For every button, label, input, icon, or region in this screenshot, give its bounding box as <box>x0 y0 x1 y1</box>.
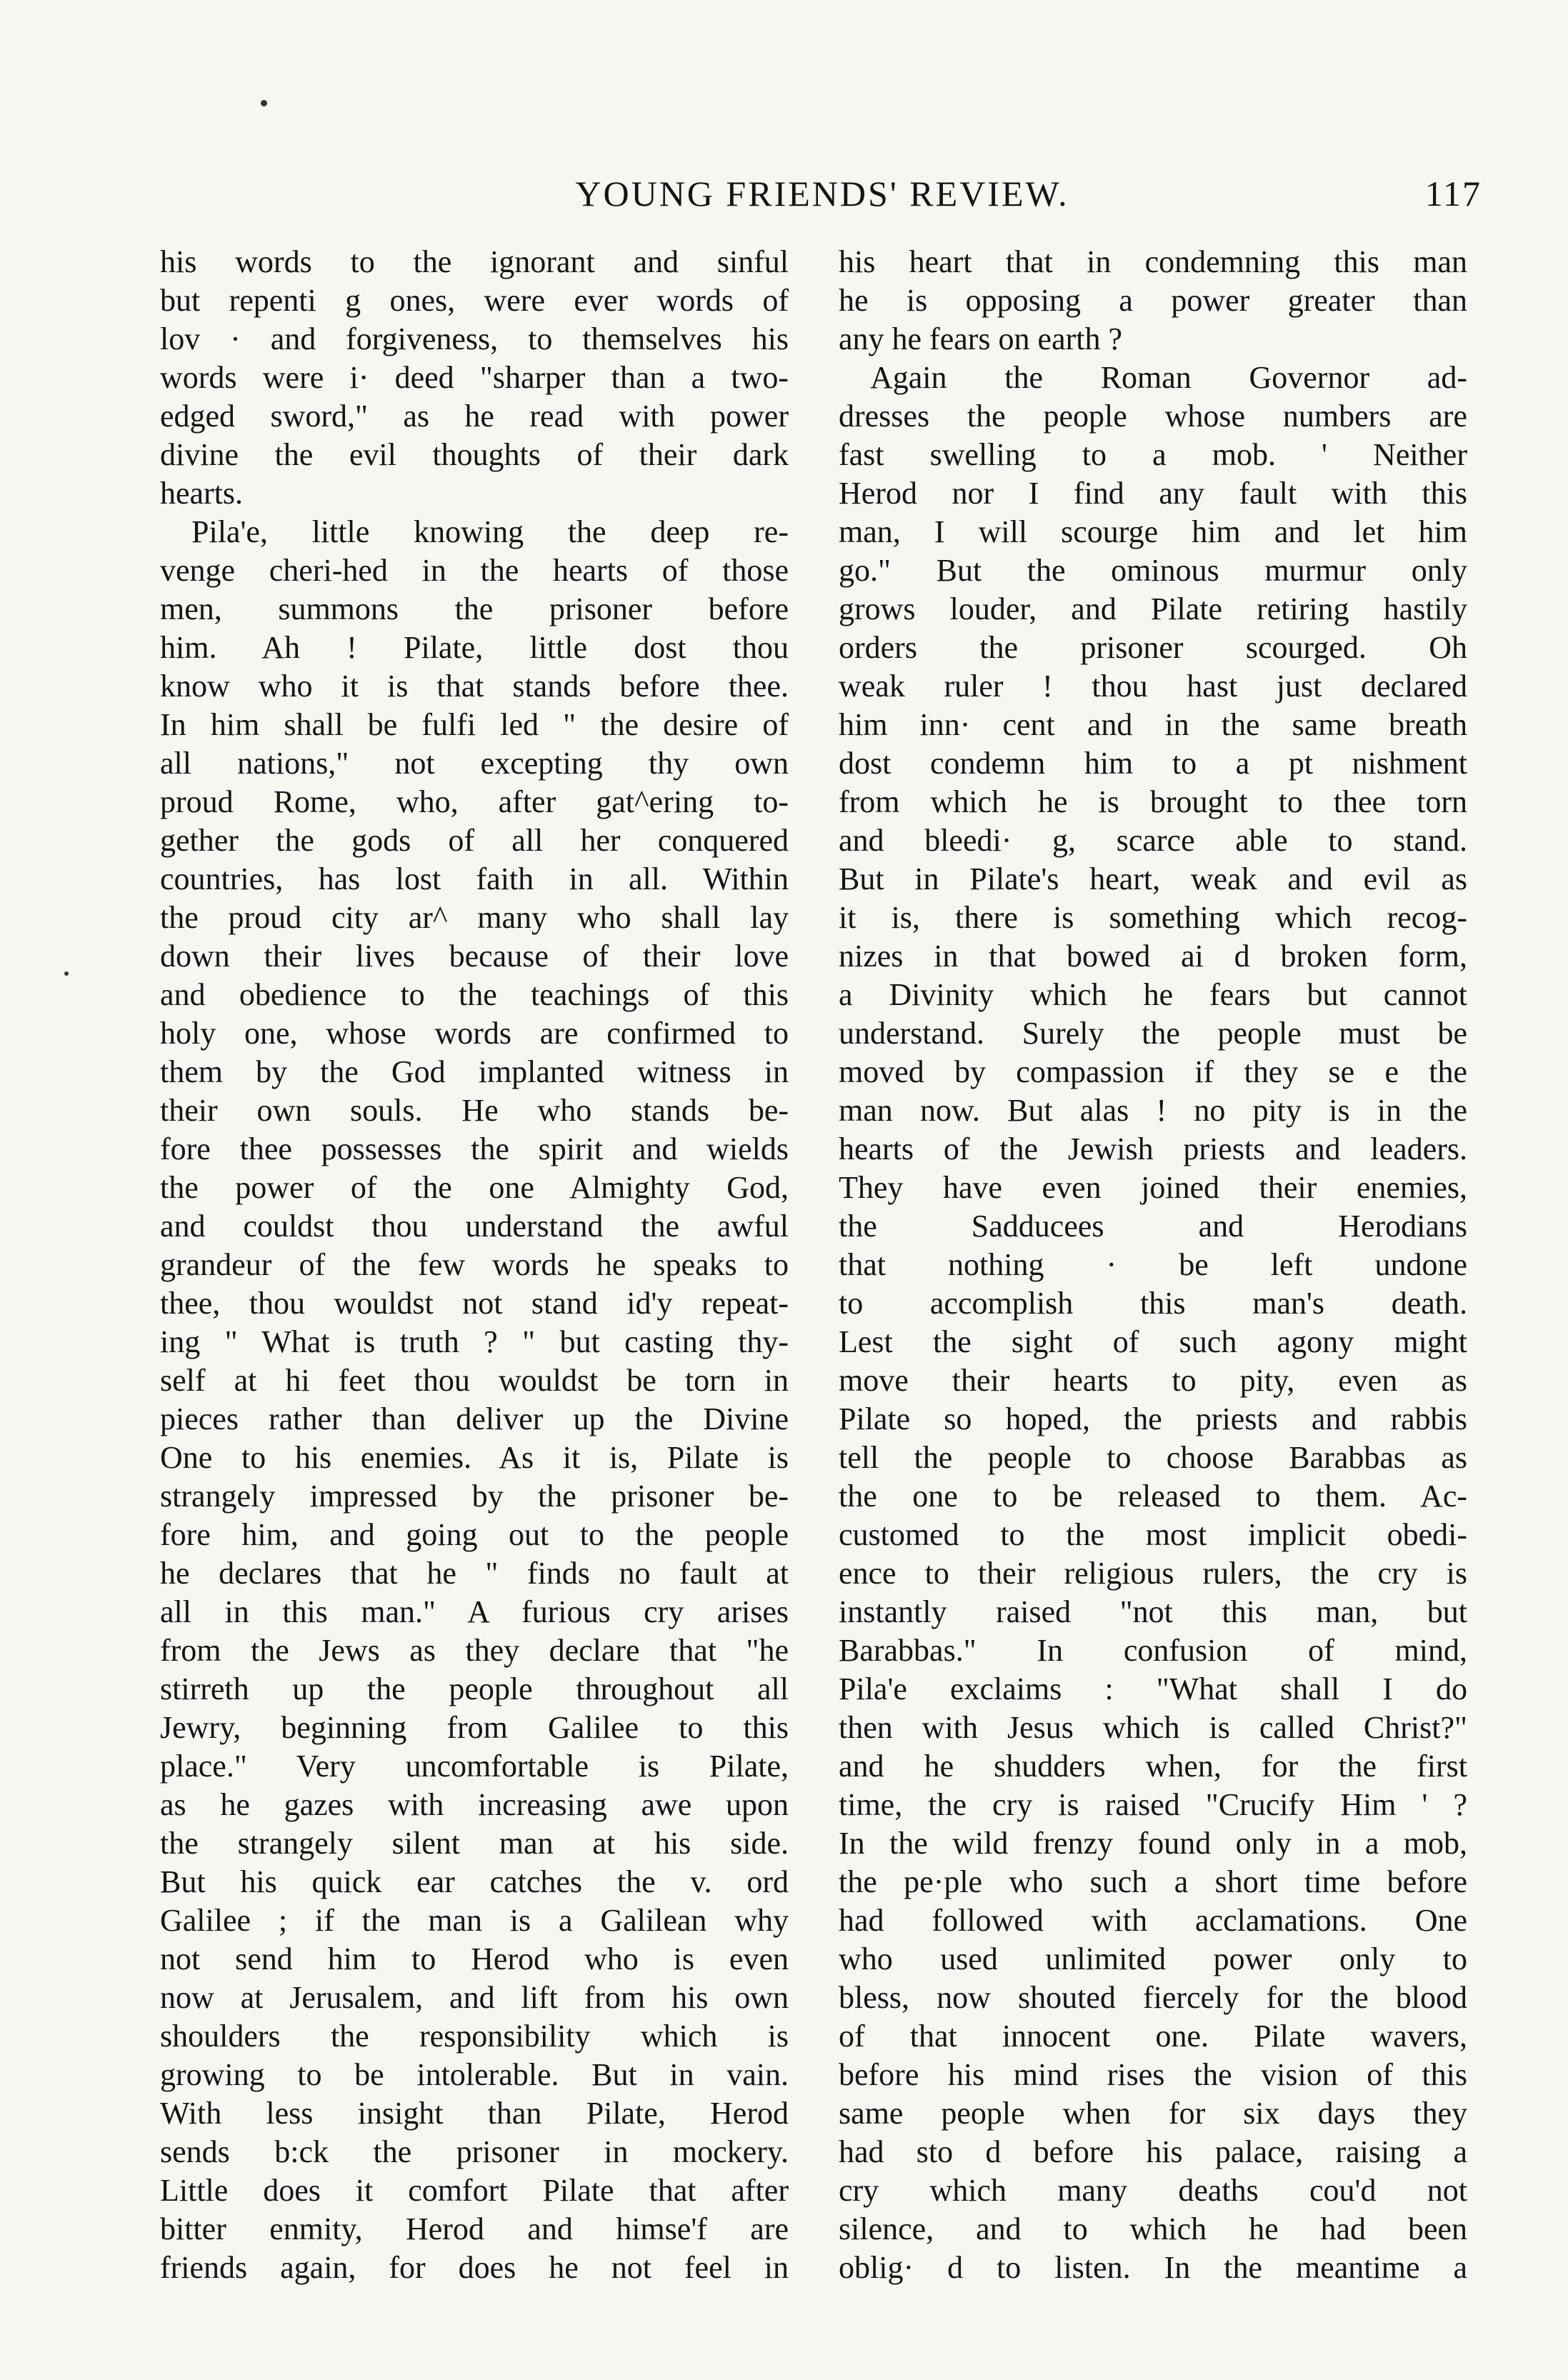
text-line: strangely impressed by the prisoner be- <box>160 1479 789 1514</box>
text-line: his heart that in condemning this man <box>839 244 1467 279</box>
text-line: self at hi feet thou wouldst be torn in <box>160 1363 789 1398</box>
text-line: Herod nor I find any fault with this <box>839 476 1467 511</box>
text-line: and couldst thou understand the awful <box>160 1209 789 1244</box>
print-speck <box>64 971 69 976</box>
text-line: friends again, for does he not feel in <box>160 2250 789 2285</box>
text-line: grandeur of the few words he speaks to <box>160 1247 789 1282</box>
text-line: Little does it comfort Pilate that after <box>160 2173 789 2208</box>
text-line: cry which many deaths cou'd not <box>839 2173 1467 2208</box>
text-line: countries, has lost faith in all. Within <box>160 861 789 896</box>
text-line: Pila'e exclaims : "What shall I do <box>839 1671 1467 1706</box>
text-line: their own souls. He who stands be- <box>160 1093 789 1128</box>
text-line: orders the prisoner scourged. Oh <box>839 630 1467 665</box>
text-line: any he fears on earth ? <box>839 321 1123 356</box>
running-title: YOUNG FRIENDS' REVIEW. <box>575 174 1069 214</box>
text-line: oblig· d to listen. In the meantime a <box>839 2250 1467 2285</box>
text-line: him inn· cent and in the same breath <box>839 707 1467 742</box>
text-line: One to his enemies. As it is, Pilate is <box>160 1440 789 1475</box>
text-line: from the Jews as they declare that "he <box>160 1633 789 1668</box>
text-line: But in Pilate's heart, weak and evil as <box>839 861 1467 896</box>
text-line: shoulders the responsibility which is <box>160 2019 789 2054</box>
text-line: to accomplish this man's death. <box>839 1286 1467 1321</box>
text-line: Pilate so hoped, the priests and rabbis <box>839 1401 1467 1436</box>
text-line: moved by compassion if they se e the <box>839 1054 1467 1089</box>
text-line: down their lives because of their love <box>160 939 789 974</box>
text-line: tell the people to choose Barabbas as <box>839 1440 1467 1475</box>
text-line: silence, and to which he had been <box>839 2211 1467 2246</box>
text-line: understand. Surely the people must be <box>839 1016 1467 1051</box>
text-line: the one to be released to them. Ac- <box>839 1479 1467 1514</box>
text-line: venge cheri-hed in the hearts of those <box>160 553 789 588</box>
text-line: man, I will scourge him and let him <box>839 514 1467 549</box>
text-line: the power of the one Almighty God, <box>160 1170 789 1205</box>
text-line: men, summons the prisoner before <box>160 591 789 626</box>
text-line: fore him, and going out to the people <box>160 1517 789 1552</box>
text-line: the Sadducees and Herodians <box>839 1209 1467 1244</box>
text-line: In him shall be fulfi led " the desire of <box>160 707 789 742</box>
text-line: had followed with acclamations. One <box>839 1903 1467 1938</box>
text-line: bless, now shouted fiercely for the blood <box>839 1980 1467 2015</box>
text-column-left <box>160 243 789 2287</box>
text-line: Pila'e, little knowing the deep re- <box>191 514 789 549</box>
text-line: as he gazes with increasing awe upon <box>160 1787 789 1822</box>
text-line: hearts. <box>160 476 244 511</box>
text-line: from which he is brought to thee torn <box>839 784 1467 819</box>
text-line: the pe·ple who such a short time before <box>839 1864 1467 1899</box>
text-line: Lest the sight of such agony might <box>839 1324 1467 1359</box>
text-line: who used unlimited power only to <box>839 1941 1467 1976</box>
text-line: had sto d before his palace, raising a <box>839 2134 1467 2169</box>
text-line: growing to be intolerable. But in vain. <box>160 2057 789 2092</box>
text-line: go." But the ominous murmur only <box>839 553 1467 588</box>
text-line: same people when for six days they <box>839 2096 1467 2131</box>
text-line: now at Jerusalem, and lift from his own <box>160 1980 789 2015</box>
text-line: and obedience to the teachings of this <box>160 977 789 1012</box>
text-line: Galilee ; if the man is a Galilean why <box>160 1903 789 1938</box>
text-line: Barabbas." In confusion of mind, <box>839 1633 1467 1668</box>
text-line: place." Very uncomfortable is Pilate, <box>160 1749 789 1784</box>
text-line: Jewry, beginning from Galilee to this <box>160 1710 789 1745</box>
text-line: the strangely silent man at his side. <box>160 1826 789 1861</box>
text-line: and bleedi· g, scarce able to stand. <box>839 823 1467 858</box>
text-line: his words to the ignorant and sinful <box>160 244 789 279</box>
text-line: proud Rome, who, after gat^ering to- <box>160 784 789 819</box>
text-line: the proud city ar^ many who shall lay <box>160 900 789 935</box>
text-line: all nations," not excepting thy own <box>160 746 789 781</box>
text-line: them by the God implanted witness in <box>160 1054 789 1089</box>
text-line: With less insight than Pilate, Herod <box>160 2096 789 2131</box>
text-line: ence to their religious rulers, the cry is <box>839 1556 1467 1591</box>
text-line: know who it is that stands before thee. <box>160 669 789 704</box>
text-line: bitter enmity, Herod and himse'f are <box>160 2211 789 2246</box>
text-line: grows louder, and Pilate retiring hastily <box>839 591 1467 626</box>
text-line: gether the gods of all her conquered <box>160 823 789 858</box>
text-line: sends b:ck the prisoner in mockery. <box>160 2134 789 2169</box>
text-line: edged sword," as he read with power <box>160 399 789 434</box>
page-number: 117 <box>1424 174 1482 214</box>
text-line: he declares that he " finds no fault at <box>160 1556 789 1591</box>
text-line: him. Ah ! Pilate, little dost thou <box>160 630 789 665</box>
text-line: In the wild frenzy found only in a mob, <box>839 1826 1467 1861</box>
text-line: thee, thou wouldst not stand id'y repeat- <box>160 1286 789 1321</box>
text-line: They have even joined their enemies, <box>839 1170 1467 1205</box>
text-line: lov · and forgiveness, to themselves his <box>160 321 789 356</box>
text-line: weak ruler ! thou hast just declared <box>839 669 1467 704</box>
text-line: hearts of the Jewish priests and leaders. <box>839 1131 1467 1166</box>
print-speck <box>261 100 267 106</box>
text-column-right <box>839 243 1467 2287</box>
text-line: nizes in that bowed ai d broken form, <box>839 939 1467 974</box>
text-line: that nothing · be left undone <box>839 1247 1467 1282</box>
text-line: not send him to Herod who is even <box>160 1941 789 1976</box>
text-line: stirreth up the people throughout all <box>160 1671 789 1706</box>
text-line: man now. But alas ! no pity is in the <box>839 1093 1467 1128</box>
text-line: dresses the people whose numbers are <box>839 399 1467 434</box>
text-line: But his quick ear catches the v. ord <box>160 1864 789 1899</box>
text-line: before his mind rises the vision of this <box>839 2057 1467 2092</box>
text-line: and he shudders when, for the first <box>839 1749 1467 1784</box>
text-line: but repenti g ones, were ever words of <box>160 283 789 318</box>
text-line: all in this man." A furious cry arises <box>160 1594 789 1629</box>
text-line: time, the cry is raised "Crucify Him ' ? <box>839 1787 1467 1822</box>
text-line: divine the evil thoughts of their dark <box>160 437 789 472</box>
text-line: it is, there is something which recog- <box>839 900 1467 935</box>
text-line: customed to the most implicit obedi- <box>839 1517 1467 1552</box>
text-line: move their hearts to pity, even as <box>839 1363 1467 1398</box>
text-line: fore thee possesses the spirit and wields <box>160 1131 789 1166</box>
text-line: of that innocent one. Pilate wavers, <box>839 2019 1467 2054</box>
text-line: a Divinity which he fears but cannot <box>839 977 1467 1012</box>
text-line: fast swelling to a mob. ' Neither <box>839 437 1467 472</box>
text-line: then with Jesus which is called Christ?" <box>839 1710 1467 1745</box>
text-line: instantly raised "not this man, but <box>839 1594 1467 1629</box>
text-line: dost condemn him to a pt nishment <box>839 746 1467 781</box>
page-header <box>163 169 1482 219</box>
text-line: he is opposing a power greater than <box>839 283 1467 318</box>
text-line: ing " What is truth ? " but casting thy- <box>160 1324 789 1359</box>
text-line: pieces rather than deliver up the Divine <box>160 1401 789 1436</box>
text-line: Again the Roman Governor ad- <box>870 360 1467 395</box>
text-line: words were i· deed "sharper than a two- <box>160 360 789 395</box>
text-line: holy one, whose words are confirmed to <box>160 1016 789 1051</box>
